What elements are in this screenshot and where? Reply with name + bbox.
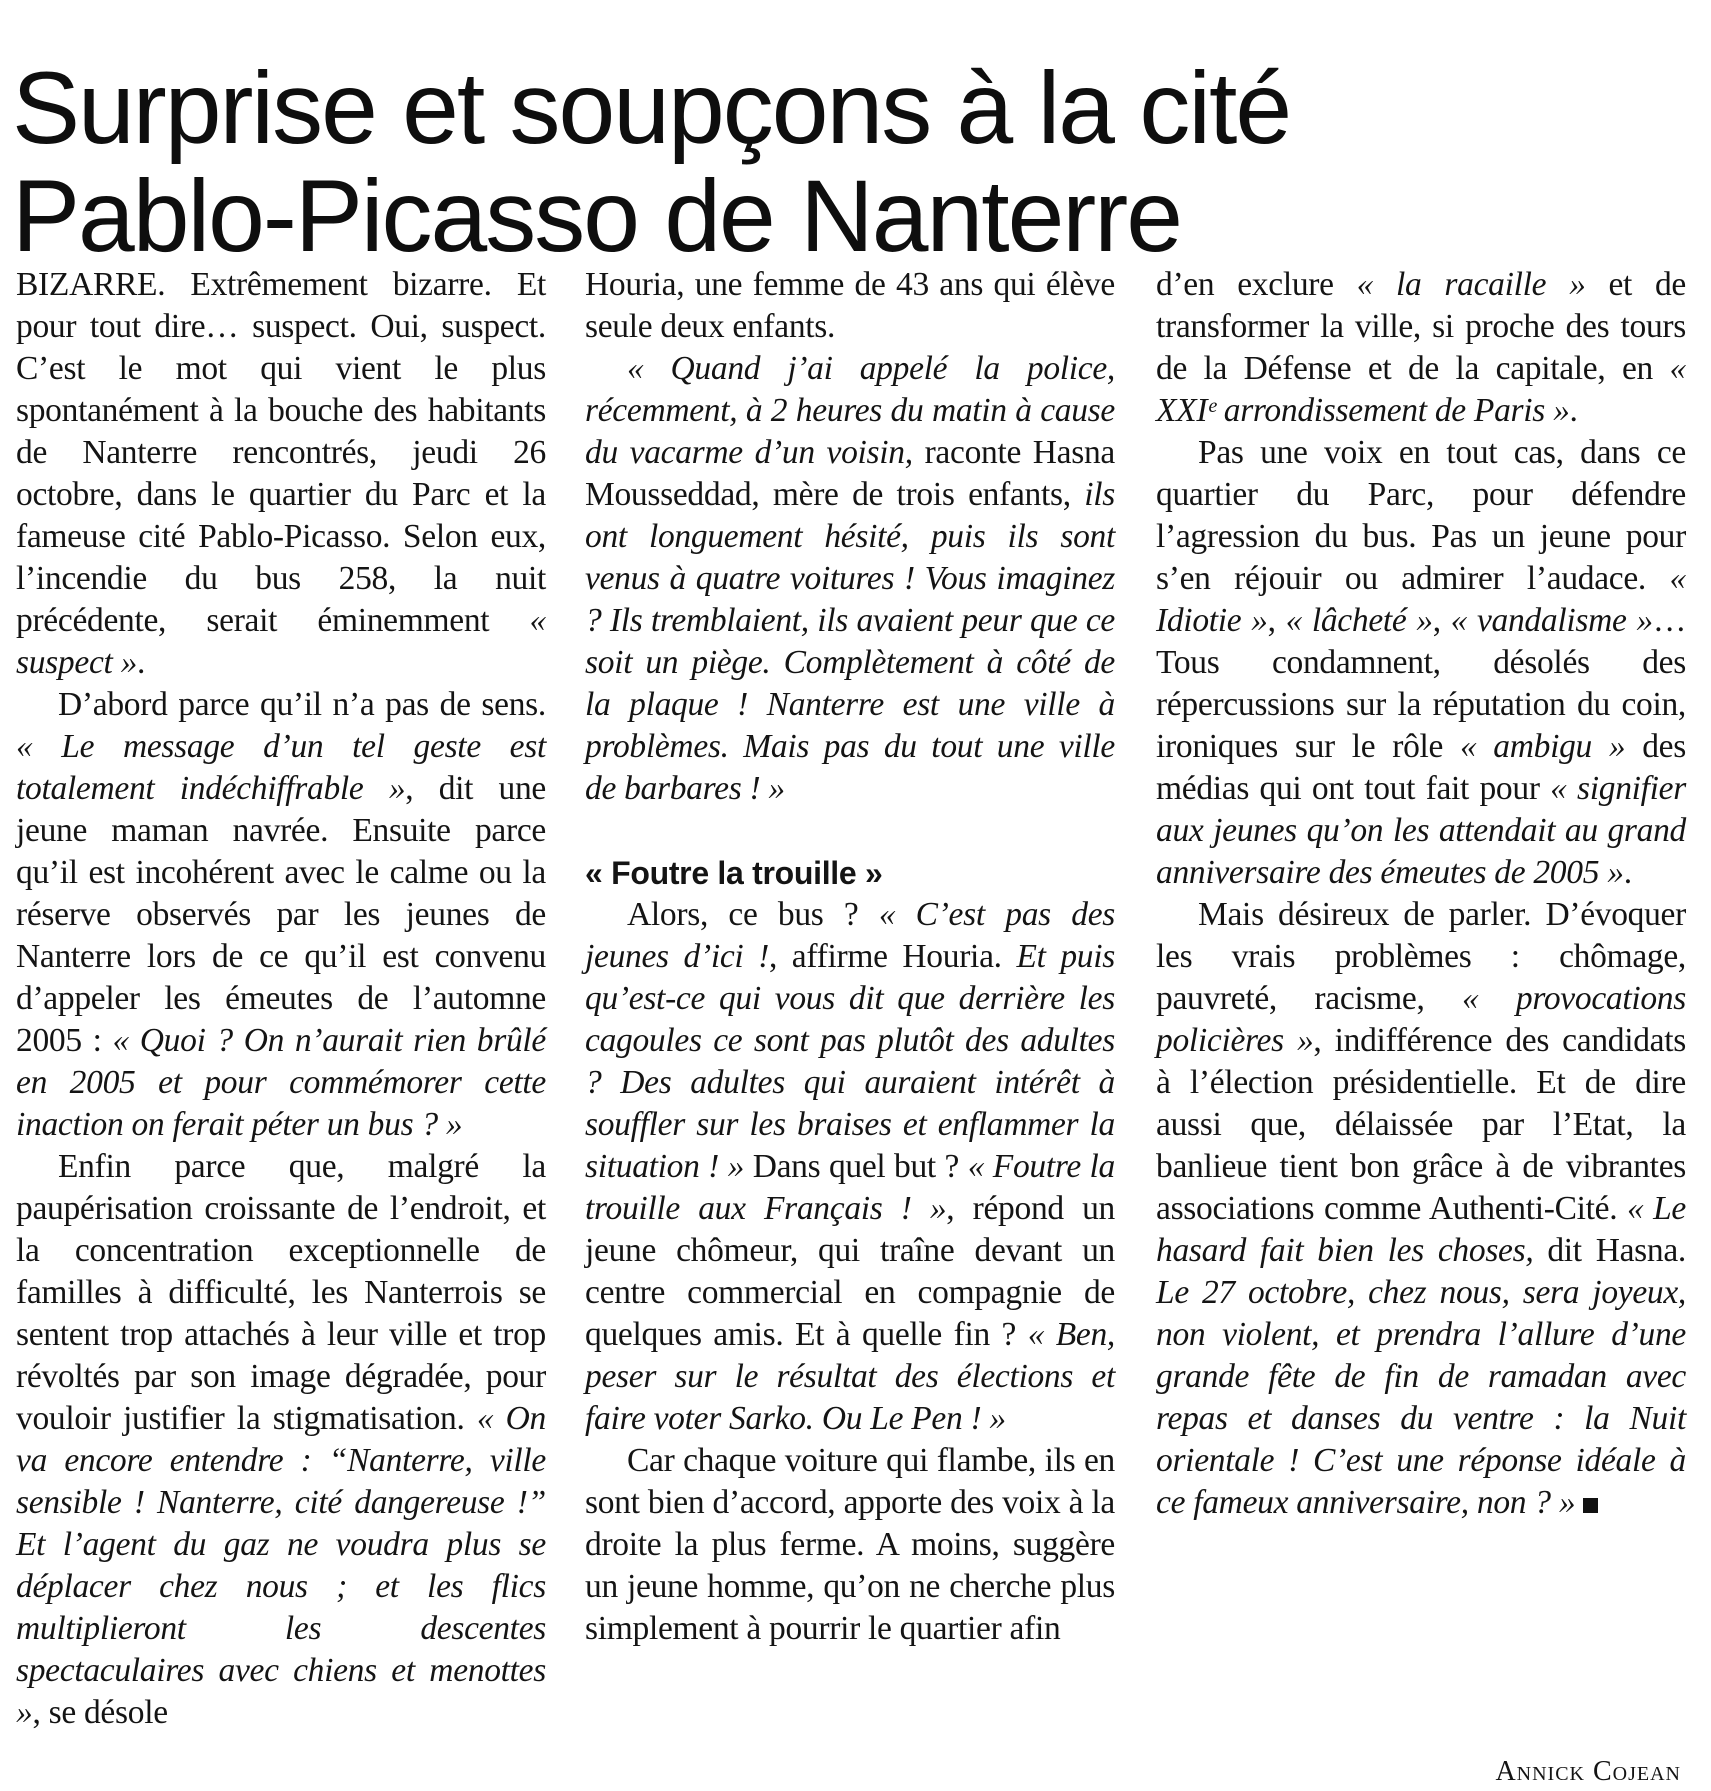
quote-run: « suspect » [16,602,546,681]
quote-run: « Le message d’un tel geste est totalement indéchiffrable » [16,728,546,807]
quote-run: « Ben, peser sur le résultat des élections et faire voter Sarko. Ou Le Pen ! » [585,1316,1115,1437]
quote-run: « On va encore entendre : “Nanterre, ville sensible ! Nanterre, cité dangereuse !” Et l’agent du gaz ne voudra plus se déplacer chez nous ; et les flics multiplieront les descentes spectaculaires avec chiens et menottes » [16,1400,546,1731]
text-run: Pas une voix en tout cas, dans ce quartier du Parc, pour défendre l’agression du bus. Pas un jeune pour s’en réjouir ou admirer l’audace. [1156,434,1686,597]
text-run: Houria, une femme de 43 ans qui élève seule deux enfants. [585,266,1115,345]
paragraph [585,348,1115,810]
headline-line-1: Surprise et soupçons à la cité [12,51,1291,166]
text-run: d’en exclure [1156,266,1357,303]
quote-run: « Quand j’ai appelé la police, récemment, à 2 heures du matin à cause du vacarme d’un voisin, [585,350,1115,471]
paragraph [585,264,1115,348]
paragraph [1156,264,1686,432]
quote-run: « Foutre la trouille aux Français ! » [585,1148,1115,1227]
quote-run: « Idiotie » [1156,560,1686,639]
article-column-1 [16,264,546,1734]
article-column-2 [585,264,1115,1650]
section-subheading: « Foutre la trouille » [585,855,883,891]
text-run: Alors, ce bus ? [627,896,879,933]
text-run: D’abord parce qu’il n’a pas de sens. [58,686,546,723]
paragraph [16,1146,546,1734]
text-run: des médias qui ont tout fait pour [1156,728,1686,807]
text-run: . [137,644,146,681]
quote-run: « signifier aux jeunes qu’on les attendait au grand anniversaire des émeutes de 2005 » [1156,770,1686,891]
quote-run: « Le hasard fait bien les choses, [1156,1190,1686,1269]
quote-run: « provocations policières » [1156,980,1686,1059]
quote-run: « ambigu » [1459,728,1626,765]
text-run: . [1623,854,1632,891]
text-run: , dit une jeune maman navrée. Ensuite parce qu’il est incohérent avec le calme ou la réserve observés par les jeunes de Nanterre lors de ce qu’il est convenu d’appeler les émeutes de l’automne 2005 : [16,770,546,1059]
byline: Annick Cojean [1495,1756,1681,1787]
quote-run: « XXIᵉ arrondissement de Paris » [1156,350,1686,429]
text-run: raconte Hasna Mousseddad, mère de trois enfants, [585,434,1115,513]
quote-run: « lâcheté » [1285,602,1433,639]
text-run: … Tous condamnent, désolés des répercussions sur la réputation du coin, ironiques sur le rôle [1156,602,1687,765]
headline-line-2: Pablo-Picasso de Nanterre [12,159,1181,274]
headline [12,51,1702,274]
text-run: Dans quel but ? [744,1148,968,1185]
text-run: Mais désireux de parler. D’évoquer les vrais problèmes : chômage, pauvreté, racisme, [1156,896,1686,1017]
text-run: . [1569,392,1578,429]
quote-run: Le 27 octobre, chez nous, sera joyeux, non violent, et prendra l’allure d’une grande fête de fin de ramadan avec repas et danses du ventre : la Nuit orientale ! C’est une réponse idéale à ce fameux anniversaire, non ? » [1156,1274,1686,1521]
text-run: , affirme Houria. [769,938,1017,975]
text-run: Enfin parce que, malgré la paupérisation croissante de l’endroit, et la concentration exceptionnelle de familles à difficulté, les Nanterrois se sentent trop attachés à leur ville et trop révoltés par son image dégradée, pour vouloir justifier la stigmatisation. [16,1148,546,1437]
text-run: et de transformer la ville, si proche des tours de la Défense et de la capitale, en [1156,266,1686,387]
text-run: dit Hasna. [1533,1232,1686,1269]
text-run: , [1432,602,1451,639]
paragraph [585,894,1115,1440]
text-run: , indifférence des candidats à l’élection présidentielle. Et de dire aussi que, délaissée par l’Etat, la banlieue tient bon grâce à de vibrantes associations comme Authenti-Cité. [1156,1022,1686,1227]
quote-run: « la racaille » [1356,266,1586,303]
paragraph [1156,894,1686,1524]
paragraph [16,264,546,684]
text-run: , [1267,602,1286,639]
paragraph [585,1440,1115,1650]
quote-run: « C’est pas des jeunes d’ici ! [585,896,1116,975]
article-column-3 [1156,264,1686,1524]
paragraph [16,684,546,1146]
text-run: Car chaque voiture qui flambe, ils en sont bien d’accord, apporte des voix à la droite la plus ferme. A moins, suggère un jeune homme, qu’on ne cherche plus simplement à pourrir le quartier afin [585,1442,1115,1647]
text-run: BIZARRE. Extrêmement bizarre. Et pour tout dire… suspect. Oui, suspect. C’est le mot qui vient le plus spontanément à la bouche des habitants de Nanterre rencontrés, jeudi 26 octobre, dans le quartier du Parc et la fameuse cité Pablo-Picasso. Selon eux, l’incendie du bus 258, la nuit précédente, serait éminemment [16,266,546,639]
text-run: , répond un jeune chômeur, qui traîne devant un centre commercial en compagnie de quelques amis. Et à quelle fin ? [585,1190,1115,1353]
quote-run: ils ont longuement hésité, puis ils sont venus à quatre voitures ! Vous imaginez ? Ils tremblaient, ils avaient peur que ce soit un piège. Complètement à côté de la plaque ! Nanterre est une ville à problèmes. Mais pas du tout une ville de barbares ! » [585,476,1115,807]
quote-run: « vandalisme » [1450,602,1653,639]
quote-run: « Quoi ? On n’aurait rien brûlé en 2005 et pour commémorer cette inaction on ferait péter un bus ? » [16,1022,546,1143]
paragraph [1156,432,1686,894]
quote-run: Et puis qu’est-ce qui vous dit que derrière les cagoules ce sont pas plutôt des adultes ? Des adultes qui auraient intérêt à souffler sur les braises et enflammer la situation ! » [585,938,1116,1185]
text-run: , se désole [32,1694,168,1731]
end-of-article-mark [1583,1498,1598,1513]
